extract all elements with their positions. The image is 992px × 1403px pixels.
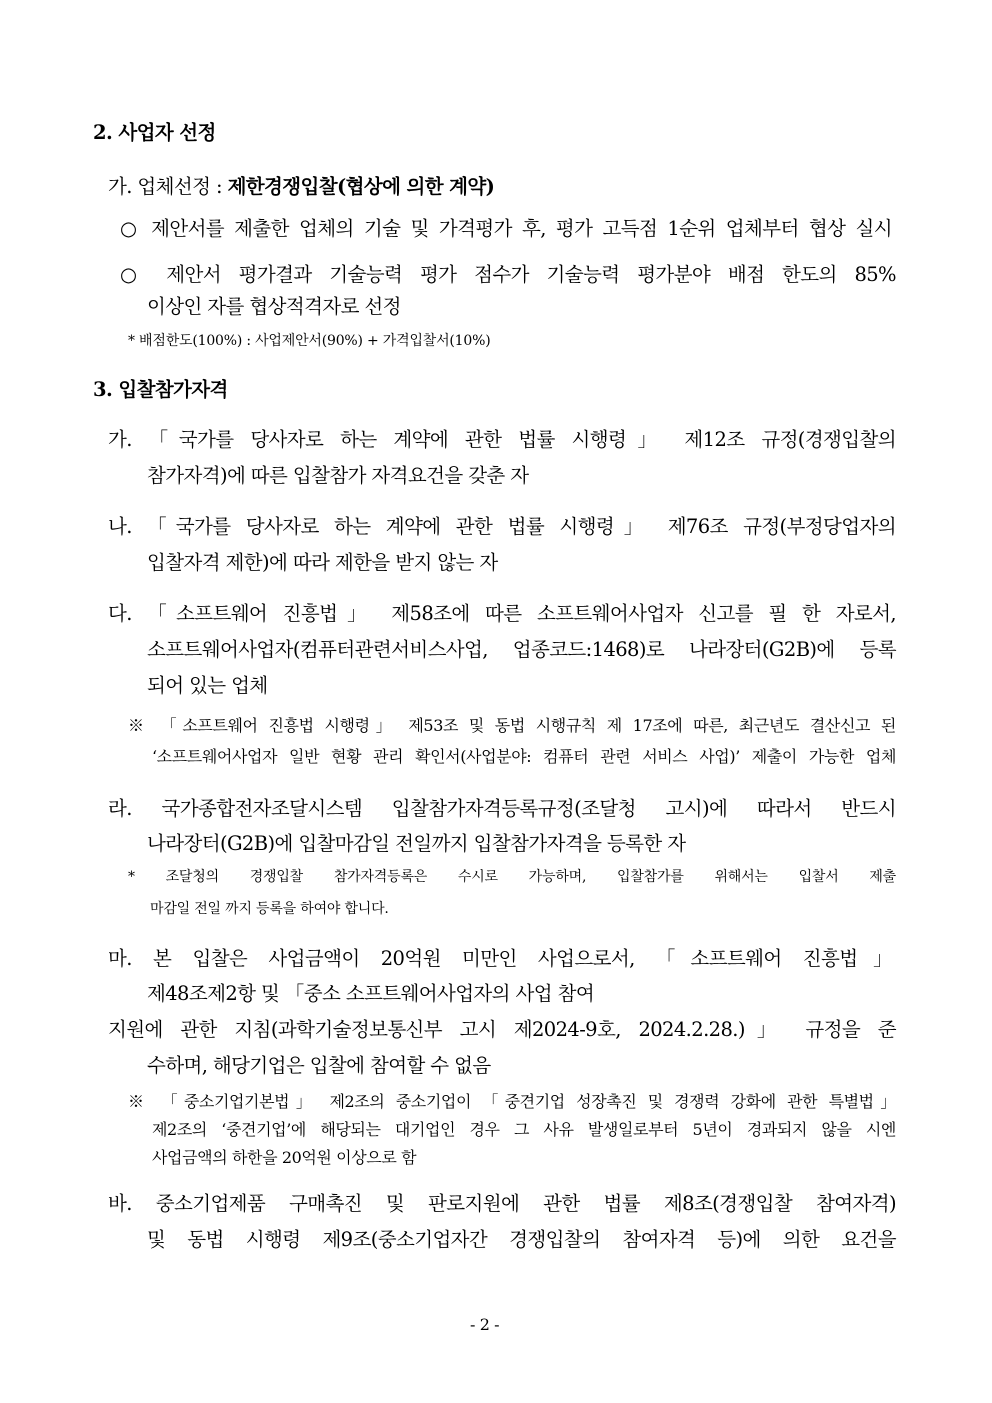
section-3-na-line-1: 나. 「국가를 당사자로 하는 계약에 관한 법률 시행령」 제76조 규정(부정당업자의 bbox=[108, 515, 896, 538]
item-ga-label: 가. 업체선정 : bbox=[108, 175, 222, 198]
section-3-ma-note-line-3: 사업금액의 하한을 20억원 이상으로 함 bbox=[152, 1148, 417, 1167]
section-3-ra-line-1: 라. 국가종합전자조달시스템 입찰참가자격등록규정(조달청 고시)에 따라서 반드시 bbox=[108, 797, 896, 820]
section-2-note: * 배점한도(100%) : 사업제안서(90%) + 가격입찰서(10%) bbox=[128, 333, 491, 349]
section-3-da-line-1: 다. 「소프트웨어 진흥법」 제58조에 따른 소프트웨어사업자 신고를 필 한 자로서, bbox=[108, 602, 896, 625]
section-3-da-note-line-2: ‘소프트웨어사업자 일반 현황 관리 확인서(사업분야: 컴퓨터 관련 서비스 사업)’ 제출이 가능한 업체 bbox=[152, 747, 896, 766]
section-2-bullet-2-line-2: 이상인 자를 협상적격자로 선정 bbox=[147, 295, 401, 318]
section-3-ma-note-line-1: ※ 「중소기업기본법」 제2조의 중소기업이 「중견기업 성장촉진 및 경쟁력 강화에 관한 특별법」 bbox=[128, 1092, 896, 1111]
section-2-bullet-1: ○ 제안서를 제출한 업체의 기술 및 가격평가 후, 평가 고득점 1순위 업체부터 협상 실시 bbox=[120, 217, 892, 240]
section-3-da-note-line-1: ※ 「소프트웨어 진흥법 시행령」 제53조 및 동법 시행규칙 제 17조에 따른, 최근년도 결산신고 된 bbox=[128, 716, 896, 735]
section-3-ma-line-2: 제48조제2항 및 「중소 소프트웨어사업자의 사업 참여 bbox=[147, 982, 595, 1005]
page-number: - 2 - bbox=[470, 1315, 500, 1334]
section-3-ma-line-1: 마. 본 입찰은 사업금액이 20억원 미만인 사업으로서, 「소프트웨어 진흥법」 bbox=[108, 947, 892, 970]
section-3-ga-line-2: 참가자격)에 따른 입찰참가 자격요건을 갖춘 자 bbox=[147, 464, 529, 487]
item-ga-emphasis: 제한경쟁입찰(협상에 의한 계약) bbox=[227, 175, 495, 198]
section-3-ga-line-1: 가. 「국가를 당사자로 하는 계약에 관한 법률 시행령」 제12조 규정(경쟁입찰의 bbox=[108, 428, 896, 451]
section-3-da-line-2: 소프트웨어사업자(컴퓨터관련서비스사업, 업종코드:1468)로 나라장터(G2B)에 등록 bbox=[147, 638, 896, 661]
section-3-ra-note-line-1: * 조달청의 경쟁입찰 참가자격등록은 수시로 가능하며, 입찰참가를 위해서는 입찰서 제출 bbox=[128, 869, 896, 885]
section-3-ba-line-1: 바. 중소기업제품 구매촉진 및 판로지원에 관한 법률 제8조(경쟁입찰 참여자격) bbox=[108, 1192, 896, 1215]
section-2-heading: 2. 사업자 선정 bbox=[93, 121, 216, 144]
section-2-item-ga bbox=[108, 171, 494, 199]
section-3-ma-line-3: 지원에 관한 지침(과학기술정보통신부 고시 제2024-9호, 2024.2.28.)」 규정을 준 bbox=[108, 1018, 896, 1041]
section-3-ma-line-4: 수하며, 해당기업은 입찰에 참여할 수 없음 bbox=[147, 1054, 491, 1077]
section-3-da-line-3: 되어 있는 업체 bbox=[147, 674, 268, 697]
section-2-bullet-2-line-1: ○ 제안서 평가결과 기술능력 평가 점수가 기술능력 평가분야 배점 한도의 85% bbox=[120, 263, 896, 286]
section-3-ba-line-2: 및 동법 시행령 제9조(중소기업자간 경쟁입찰의 참여자격 등)에 의한 요건을 bbox=[147, 1228, 896, 1251]
section-3-na-line-2: 입찰자격 제한)에 따라 제한을 받지 않는 자 bbox=[147, 551, 498, 574]
section-3-ma-note-line-2: 제2조의 ‘중견기업’에 해당되는 대기업인 경우 그 사유 발생일로부터 5년이 경과되지 않을 시엔 bbox=[152, 1120, 896, 1139]
section-3-ra-note-line-2: 마감일 전일 까지 등록을 하여야 합니다. bbox=[150, 901, 389, 917]
section-3-heading: 3. 입찰참가자격 bbox=[93, 378, 228, 401]
section-3-ra-line-2: 나라장터(G2B)에 입찰마감일 전일까지 입찰참가자격을 등록한 자 bbox=[147, 832, 686, 855]
